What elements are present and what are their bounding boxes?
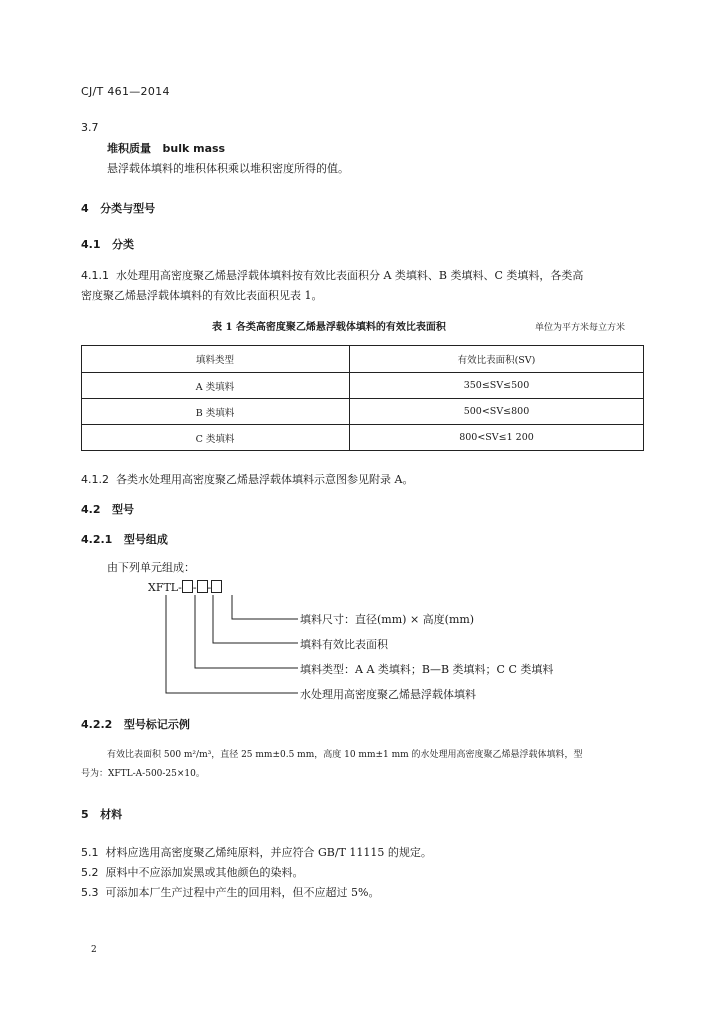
term-definition: 悬浮载体填料的堆积体积乘以堆积密度所得的值。 xyxy=(107,162,349,175)
clause-5-3-number: 5.3 xyxy=(81,886,99,899)
table-cell-type: C 类填料 xyxy=(81,425,350,451)
section-3-7-number: 3.7 xyxy=(81,121,99,134)
model-label-material: 水处理用高密度聚乙烯悬浮载体填料 xyxy=(300,688,476,701)
clause-5-3 xyxy=(81,884,379,900)
table-cell-sv: 800<SV≤1 200 xyxy=(350,425,644,451)
table-cell-type: B 类填料 xyxy=(81,399,350,425)
section-5-title: 材料 xyxy=(100,808,123,821)
clause-5-2-text: 原料中不应添加炭黑或其他颜色的染料。 xyxy=(105,866,304,879)
page-number: 2 xyxy=(91,945,97,955)
clause-4-1-2-number: 4.1.2 xyxy=(81,473,109,486)
clause-4-2-1-title: 型号组成 xyxy=(123,533,168,546)
standard-code: CJ/T 461—2014 xyxy=(81,85,170,98)
table-1-caption: 表 1 各类高密度聚乙烯悬浮载体填料的有效比表面积 xyxy=(212,322,446,333)
model-code: XFTL- - - xyxy=(148,580,222,594)
clause-4-1-2-text: 各类水处理用高密度聚乙烯悬浮载体填料示意图参见附录 A。 xyxy=(116,473,414,486)
clause-4-2-2-number: 4.2.2 xyxy=(81,718,113,731)
section-5-heading xyxy=(81,806,122,822)
table-1-unit: 单位为平方米每立方米 xyxy=(535,323,626,333)
term-en: bulk mass xyxy=(162,142,226,155)
clause-5-2-number: 5.2 xyxy=(81,866,99,879)
model-prefix: XFTL- xyxy=(148,581,182,594)
model-label-type: 填料类型：A A 类填料；B—B 类填料；C C 类填料 xyxy=(300,663,554,676)
clause-4-1-1-number: 4.1.1 xyxy=(81,269,109,282)
model-label-area: 填料有效比表面积 xyxy=(300,638,388,651)
section-4-1-number: 4.1 xyxy=(81,238,101,251)
section-4-2-title: 型号 xyxy=(112,503,134,516)
clause-5-1-text: 材料应选用高密度聚乙烯纯原料，并应符合 GB/T 11115 的规定。 xyxy=(105,846,432,859)
table-cell-type: A 类填料 xyxy=(81,373,350,399)
leader-line-size xyxy=(232,595,298,619)
leader-line-type xyxy=(195,595,298,668)
term-cn: 堆积质量 xyxy=(107,142,151,155)
section-4-2-number: 4.2 xyxy=(81,503,101,516)
table-header-type: 填料类型 xyxy=(81,346,350,373)
clause-5-1 xyxy=(81,844,432,860)
clause-4-1-1-line2: 密度聚乙烯悬浮载体填料的有效比表面积见表 1。 xyxy=(81,289,323,302)
clause-5-2 xyxy=(81,864,304,880)
section-4-1-title: 分类 xyxy=(112,238,134,251)
clause-4-2-2-heading xyxy=(81,716,190,732)
section-4-title: 分类与型号 xyxy=(100,202,156,215)
clause-5-3-text: 可添加本厂生产过程中产生的回用料，但不应超过 5%。 xyxy=(105,886,380,899)
section-4-number: 4 xyxy=(81,202,89,215)
clause-5-1-number: 5.1 xyxy=(81,846,99,859)
clause-4-2-2-title: 型号标记示例 xyxy=(123,718,190,731)
table-header-sv: 有效比表面积(SV) xyxy=(350,346,644,373)
clause-4-2-1-number: 4.2.1 xyxy=(81,533,113,546)
table-cell-sv: 500<SV≤800 xyxy=(350,399,644,425)
clause-4-1-1-text1: 水处理用高密度聚乙烯悬浮载体填料按有效比表面积分 A 类填料、B 类填料、C 类填料，各类高 xyxy=(116,269,584,282)
example-line1: 有效比表面积 500 m²/m³，直径 25 mm±0.5 mm，高度 10 mm±1 mm 的水处理用高密度聚乙烯悬浮载体填料，型 xyxy=(107,750,583,760)
section-5-number: 5 xyxy=(81,808,89,821)
model-intro: 由下列单元组成： xyxy=(107,561,195,574)
table-cell-sv: 350≤SV≤500 xyxy=(350,373,644,399)
model-label-size: 填料尺寸：直径(mm) × 高度(mm) xyxy=(300,613,475,626)
example-line2: 号为：XFTL-A-500-25×10。 xyxy=(81,769,205,779)
